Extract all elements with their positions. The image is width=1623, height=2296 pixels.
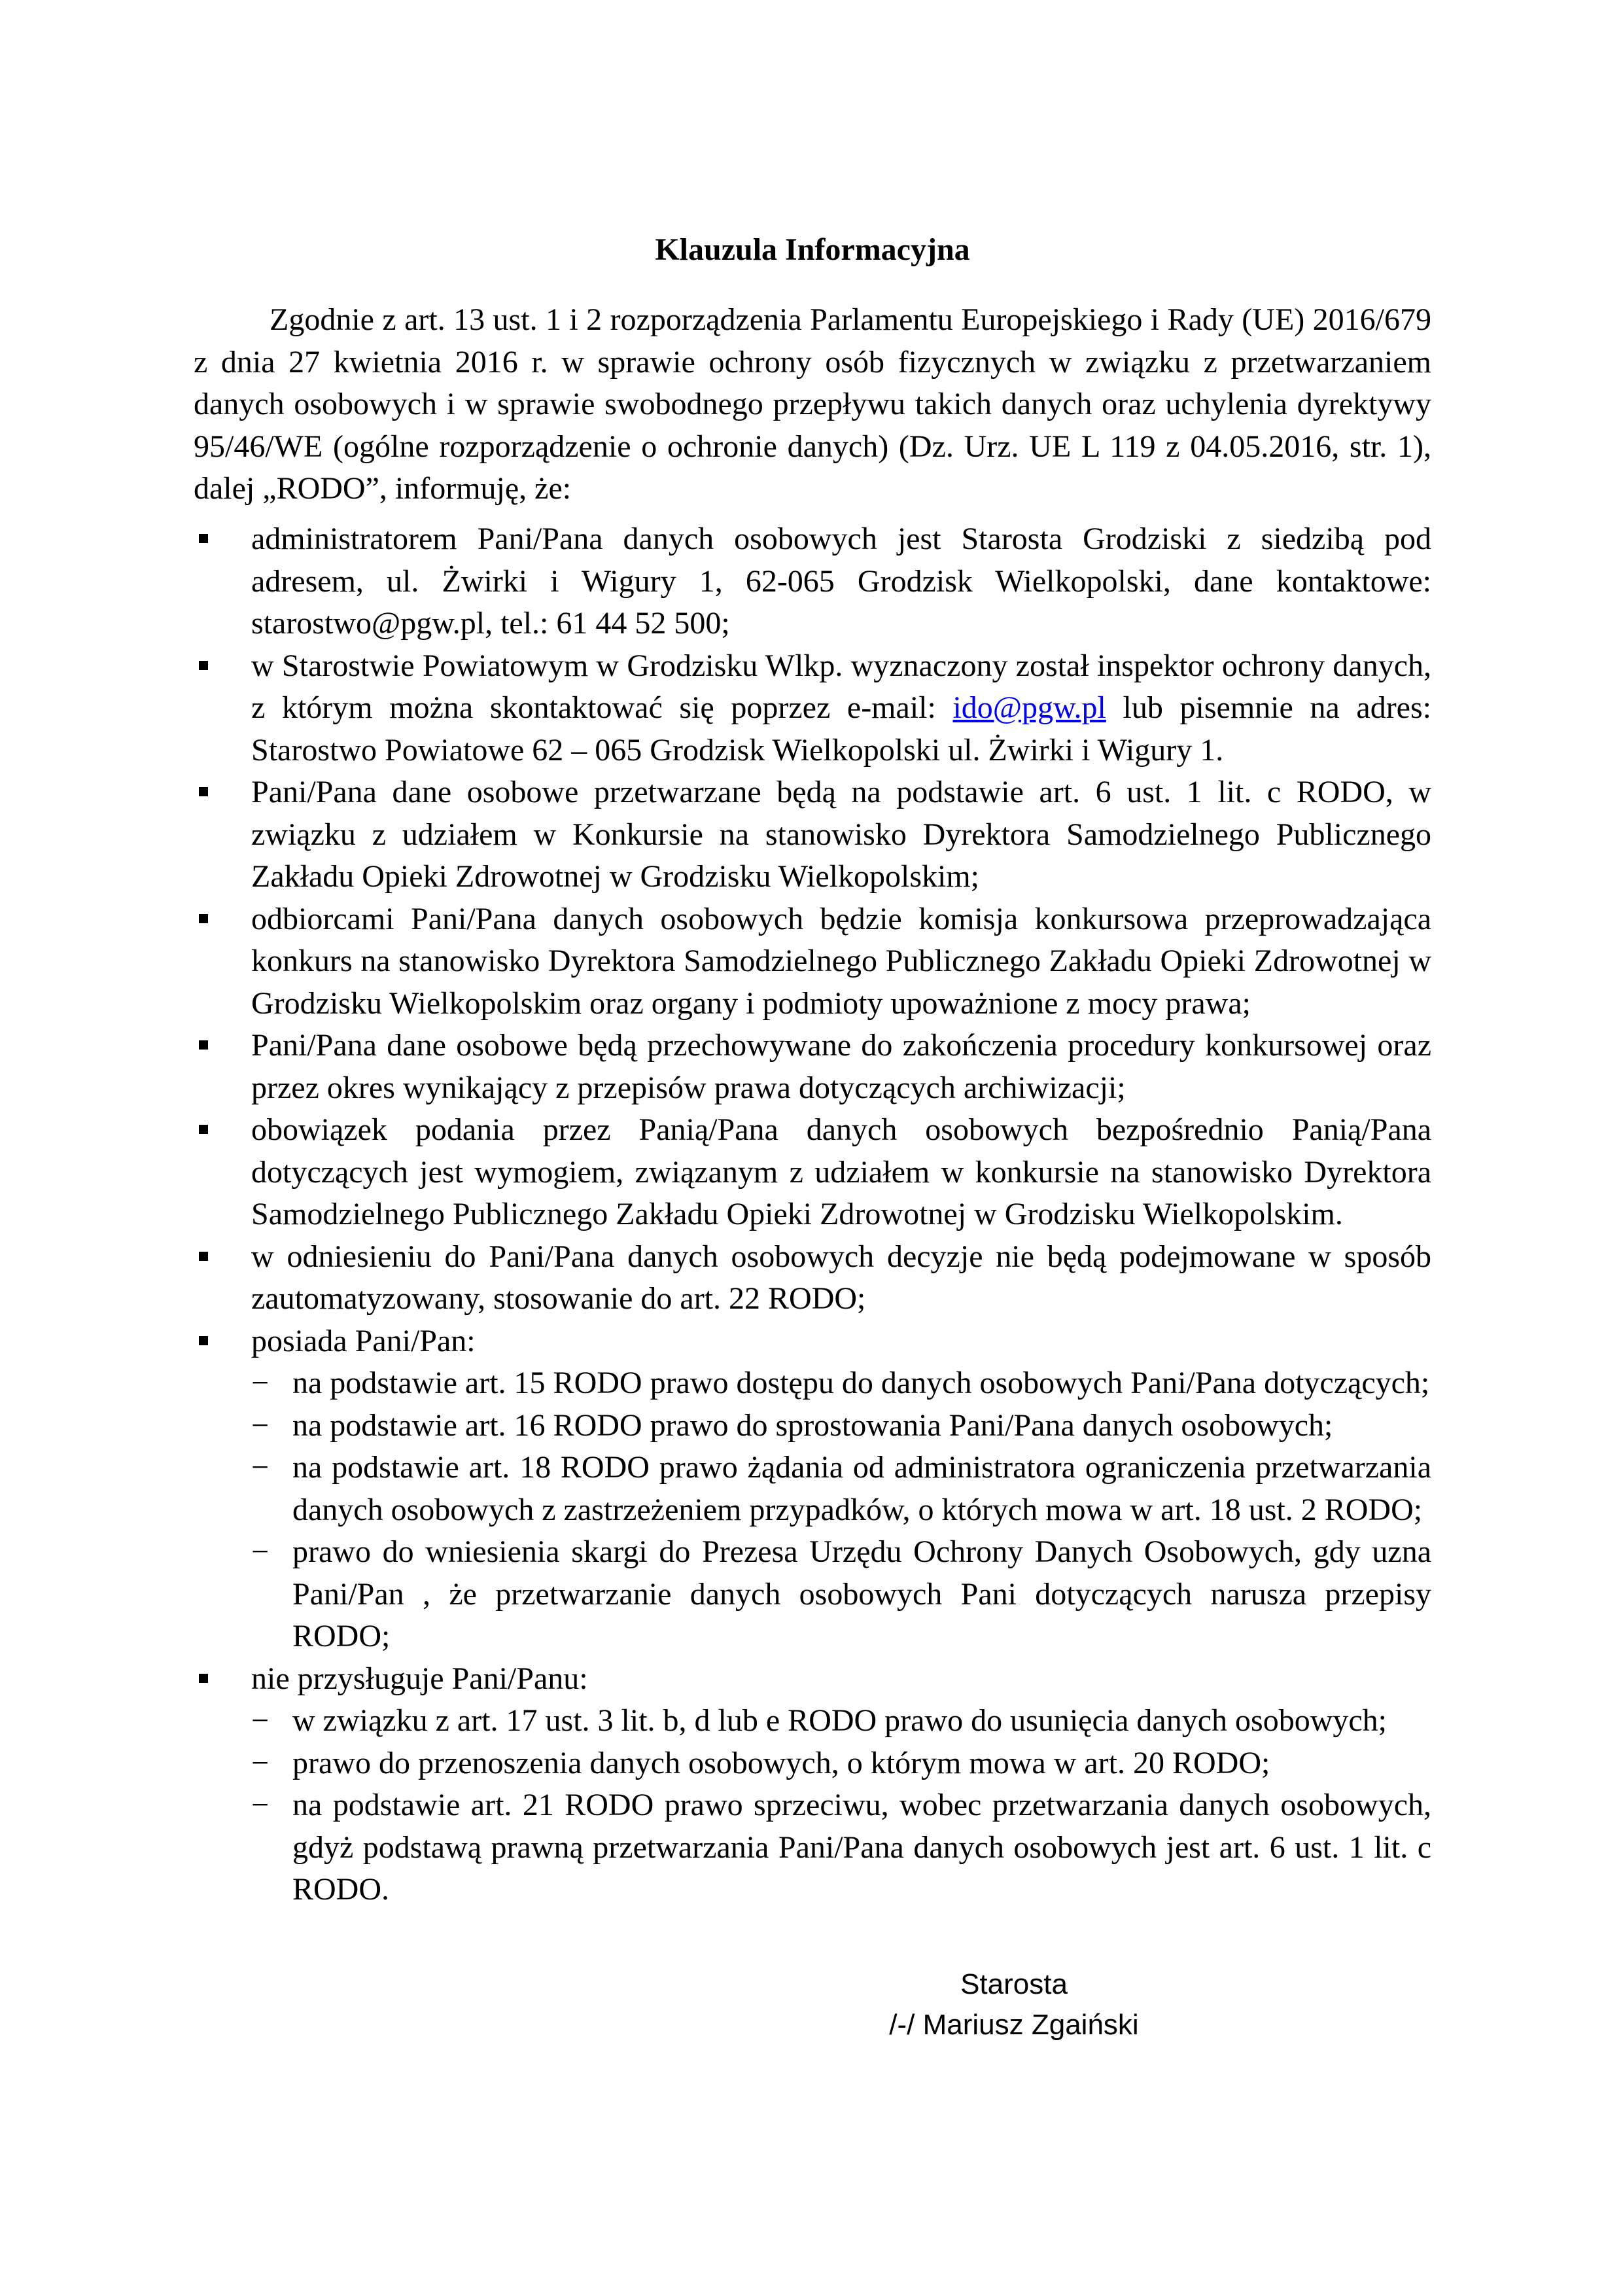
list-item-text: lub pisemnie na adres: Starostwo Powiatowe 62 – 065 Grodzisk Wielkopolski ul. Żwirki i Wigury 1. [251, 690, 1431, 768]
rights-list [251, 1362, 1431, 1658]
sub-list-item-text: w związku z art. 17 ust. 3 lit. b, d lub e RODO prawo do usunięcia danych osobowych; [292, 1703, 1387, 1738]
list-item [194, 771, 1431, 898]
list-item-text: w Starostwie Powiatowym w Grodzisku Wlkp. wyznaczony został inspektor ochrony danych, z którym można skontaktować się poprzez e-mail: [251, 648, 1431, 725]
list-item-text: administratorem Pani/Pana danych osobowych jest Starosta Grodziski z siedzibą pod adresem, ul. Żwirki i Wigury 1, 62-065 Grodzisk Wielkopolski, dane kontaktowe: starostwo@pgw.pl, tel.: 61 44 52 500; [251, 521, 1431, 641]
list-item [194, 1109, 1431, 1236]
list-item-text: Pani/Pana dane osobowe przetwarzane będą na podstawie art. 6 ust. 1 lit. c RODO, w związku z udziałem w Konkursie na stanowisko Dyrektora Samodzielnego Publicznego Zakładu Opieki Zdrowotnej w Grodzisku Wielkopolskim; [251, 775, 1431, 894]
square-bullet-icon [199, 661, 208, 670]
sub-list-item [251, 1362, 1431, 1405]
sub-list-item-text: na podstawie art. 21 RODO prawo sprzeciwu, wobec przetwarzania danych osobowych, gdyż podstawą prawną przetwarzania Pani/Pana danych osobowych jest art. 6 ust. 1 lit. c RODO. [292, 1788, 1431, 1907]
list-item [194, 645, 1431, 772]
square-bullet-icon [199, 1125, 208, 1134]
square-bullet-icon [199, 534, 208, 543]
dash-bullet-icon: − [251, 1788, 270, 1822]
dash-bullet-icon: − [251, 1703, 270, 1738]
square-bullet-icon [199, 1674, 208, 1683]
list-item [194, 1025, 1431, 1109]
sub-list-item-text: na podstawie art. 16 RODO prawo do sprostowania Pani/Pana danych osobowych; [292, 1407, 1333, 1443]
dash-bullet-icon: − [251, 1450, 270, 1485]
list-item [194, 518, 1431, 645]
sub-list-item [251, 1700, 1431, 1742]
list-item-text: odbiorcami Pani/Pana danych osobowych będzie komisja konkursowa przeprowadzająca konkurs na stanowisko Dyrektora Samodzielnego Publicznego Zakładu Opieki Zdrowotnej w Grodzisku Wielkopolskim oraz organy i podmioty upoważnione z mocy prawa; [251, 901, 1431, 1021]
signature-role: Starosta [960, 1968, 1068, 2000]
square-bullet-icon [199, 914, 208, 923]
sub-list-item-text: prawo do wniesienia skargi do Prezesa Urzędu Ochrony Danych Osobowych, gdy uzna Pani/Pan , że przetwarzanie danych osobowych Pani dotyczących narusza przepisy RODO; [292, 1534, 1431, 1653]
signature-block [864, 1964, 1164, 2045]
intro-paragraph: Zgodnie z art. 13 ust. 1 i 2 rozporządzenia Parlamentu Europejskiego i Rady (UE) 2016/679 z dnia 27 kwietnia 2016 r. w sprawie ochrony osób fizycznych w związku z przetwarzaniem danych osobowych i w sprawie swobodnego przepływu takich danych oraz uchylenia dyrektywy 95/46/WE (ogólne rozporządzenie o ochronie danych) (Dz. Urz. UE L 119 z 04.05.2016, str. 1), dalej „RODO”, informuję, że: [194, 302, 1431, 506]
square-bullet-icon [199, 1040, 208, 1050]
list-item-text: Pani/Pana dane osobowe będą przechowywane do zakończenia procedury konkursowej oraz przez okres wynikający z przepisów prawa dotyczących archiwizacji; [251, 1028, 1431, 1105]
list-item-label: posiada Pani/Pan: [251, 1323, 476, 1358]
dash-bullet-icon: − [251, 1366, 270, 1400]
list-item [194, 1236, 1431, 1320]
sub-list-item-text: na podstawie art. 18 RODO prawo żądania od administratora ograniczenia przetwarzania danych osobowych z zastrzeżeniem przypadków, o których mowa w art. 18 ust. 2 RODO; [292, 1450, 1431, 1527]
clause-list [194, 518, 1431, 1911]
dash-bullet-icon: − [251, 1745, 270, 1780]
sub-list-item [251, 1742, 1431, 1785]
sub-list-item [251, 1784, 1431, 1911]
sub-list-item-text: prawo do przenoszenia danych osobowych, o którym mowa w art. 20 RODO; [292, 1745, 1270, 1780]
list-item [194, 1320, 1431, 1658]
square-bullet-icon [199, 787, 208, 796]
square-bullet-icon [199, 1252, 208, 1261]
sub-list-item [251, 1405, 1431, 1447]
list-item-label: nie przysługuje Pani/Panu: [251, 1661, 588, 1696]
square-bullet-icon [199, 1336, 208, 1345]
list-item [194, 898, 1431, 1025]
excluded-rights-list [251, 1700, 1431, 1911]
document-title: Klauzula Informacyjna [655, 232, 970, 267]
list-item-text: w odniesieniu do Pani/Pana danych osobowych decyzje nie będą podejmowane w sposób zautomatyzowany, stosowanie do art. 22 RODO; [251, 1239, 1431, 1316]
list-item [194, 1658, 1431, 1911]
sub-list-item-text: na podstawie art. 15 RODO prawo dostępu do danych osobowych Pani/Pana dotyczących; [292, 1366, 1430, 1400]
sub-list-item [251, 1531, 1431, 1658]
signature-name: /-/ Mariusz Zgaiński [889, 2009, 1139, 2041]
sub-list-item [251, 1447, 1431, 1531]
list-item-text: obowiązek podania przez Panią/Pana danych osobowych bezpośrednio Panią/Pana dotyczących jest wymogiem, związanym z udziałem w konkursie na stanowisko Dyrektora Samodzielnego Publicznego Zakładu Opieki Zdrowotnej w Grodzisku Wielkopolskim. [251, 1112, 1431, 1231]
dash-bullet-icon: − [251, 1407, 270, 1443]
dash-bullet-icon: − [251, 1534, 270, 1569]
email-link[interactable]: ido@pgw.pl [952, 690, 1106, 725]
